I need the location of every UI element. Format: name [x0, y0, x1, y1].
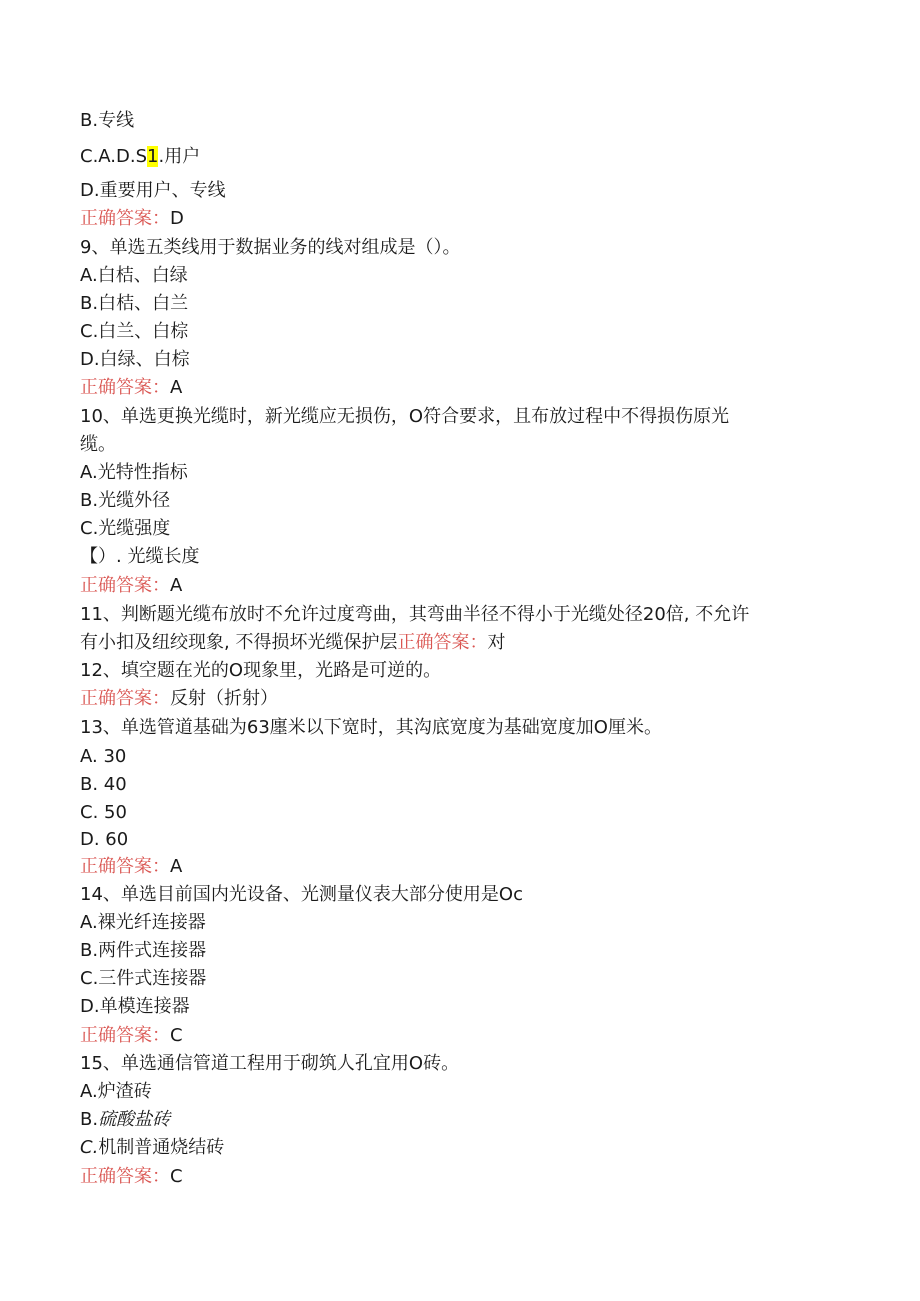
answer-line: 正确答案：反射（折射）: [80, 688, 278, 709]
option-line: A.光特性指标: [80, 462, 188, 483]
option-line: D.白绿、白棕: [80, 349, 190, 370]
answer-line: 正确答案：A: [80, 377, 183, 398]
question-line: 12、填空题在光的O现象里，光路是可逆的。: [80, 660, 442, 681]
question-line: 14、单选目前国内光设备、光测量仪表大部分使用是Oc: [80, 884, 523, 905]
option-line: B.专线: [80, 110, 135, 131]
option-line: D. 60: [80, 829, 129, 850]
option-line: 【）. 光缆长度: [80, 546, 200, 567]
question-line: 13、单选管道基础为63廛米以下宽时，其沟底宽度为基础宽度加O厘米。: [80, 717, 662, 738]
question-line: 有小扣及纽绞现象, 不得损坏光缆保护层正确答案：对: [80, 632, 506, 653]
option-line: C.三件式连接器: [80, 968, 207, 989]
option-line: C.机制普通烧结砖: [80, 1137, 225, 1158]
question-line: 9、单选五类线用于数据业务的线对组成是（）。: [80, 237, 461, 258]
option-line: A. 30: [80, 746, 127, 767]
option-line: C.光缆强度: [80, 518, 171, 539]
option-line: B. 40: [80, 774, 127, 795]
option-line: B.硫酸盐砖: [80, 1109, 171, 1130]
question-line: 15、单选通信管道工程用于砌筑人孔宜用O砖。: [80, 1053, 460, 1074]
option-line: A.裸光纤连接器: [80, 912, 206, 933]
answer-line: 正确答案：A: [80, 575, 183, 596]
option-line: A.炉渣砖: [80, 1081, 152, 1102]
question-line: 缆。: [80, 434, 116, 455]
option-line: D.单模连接器: [80, 996, 190, 1017]
highlighted-text: 1: [147, 146, 159, 167]
question-line: 10、单选更换光缆时，新光缆应无损伤，O符合要求，且布放过程中不得损伤原光: [80, 406, 730, 427]
option-line: D.重要用户、专线: [80, 180, 226, 201]
option-line: B.两件式连接器: [80, 940, 207, 961]
answer-line: 正确答案：C: [80, 1166, 183, 1187]
option-line: C.A.D.S1.用户: [80, 146, 201, 167]
answer-line: 正确答案：D: [80, 208, 184, 229]
option-line: B.光缆外径: [80, 490, 171, 511]
option-line: C. 50: [80, 802, 127, 823]
question-line: 11、判断题光缆布放时不允许过度弯曲，其弯曲半径不得小于光缆处径20倍, 不允许: [80, 604, 750, 625]
option-line: B.白桔、白兰: [80, 293, 189, 314]
option-line: A.白桔、白绿: [80, 265, 188, 286]
answer-line: 正确答案：A: [80, 856, 183, 877]
option-line: C.白兰、白棕: [80, 321, 189, 342]
answer-line: 正确答案：C: [80, 1025, 183, 1046]
